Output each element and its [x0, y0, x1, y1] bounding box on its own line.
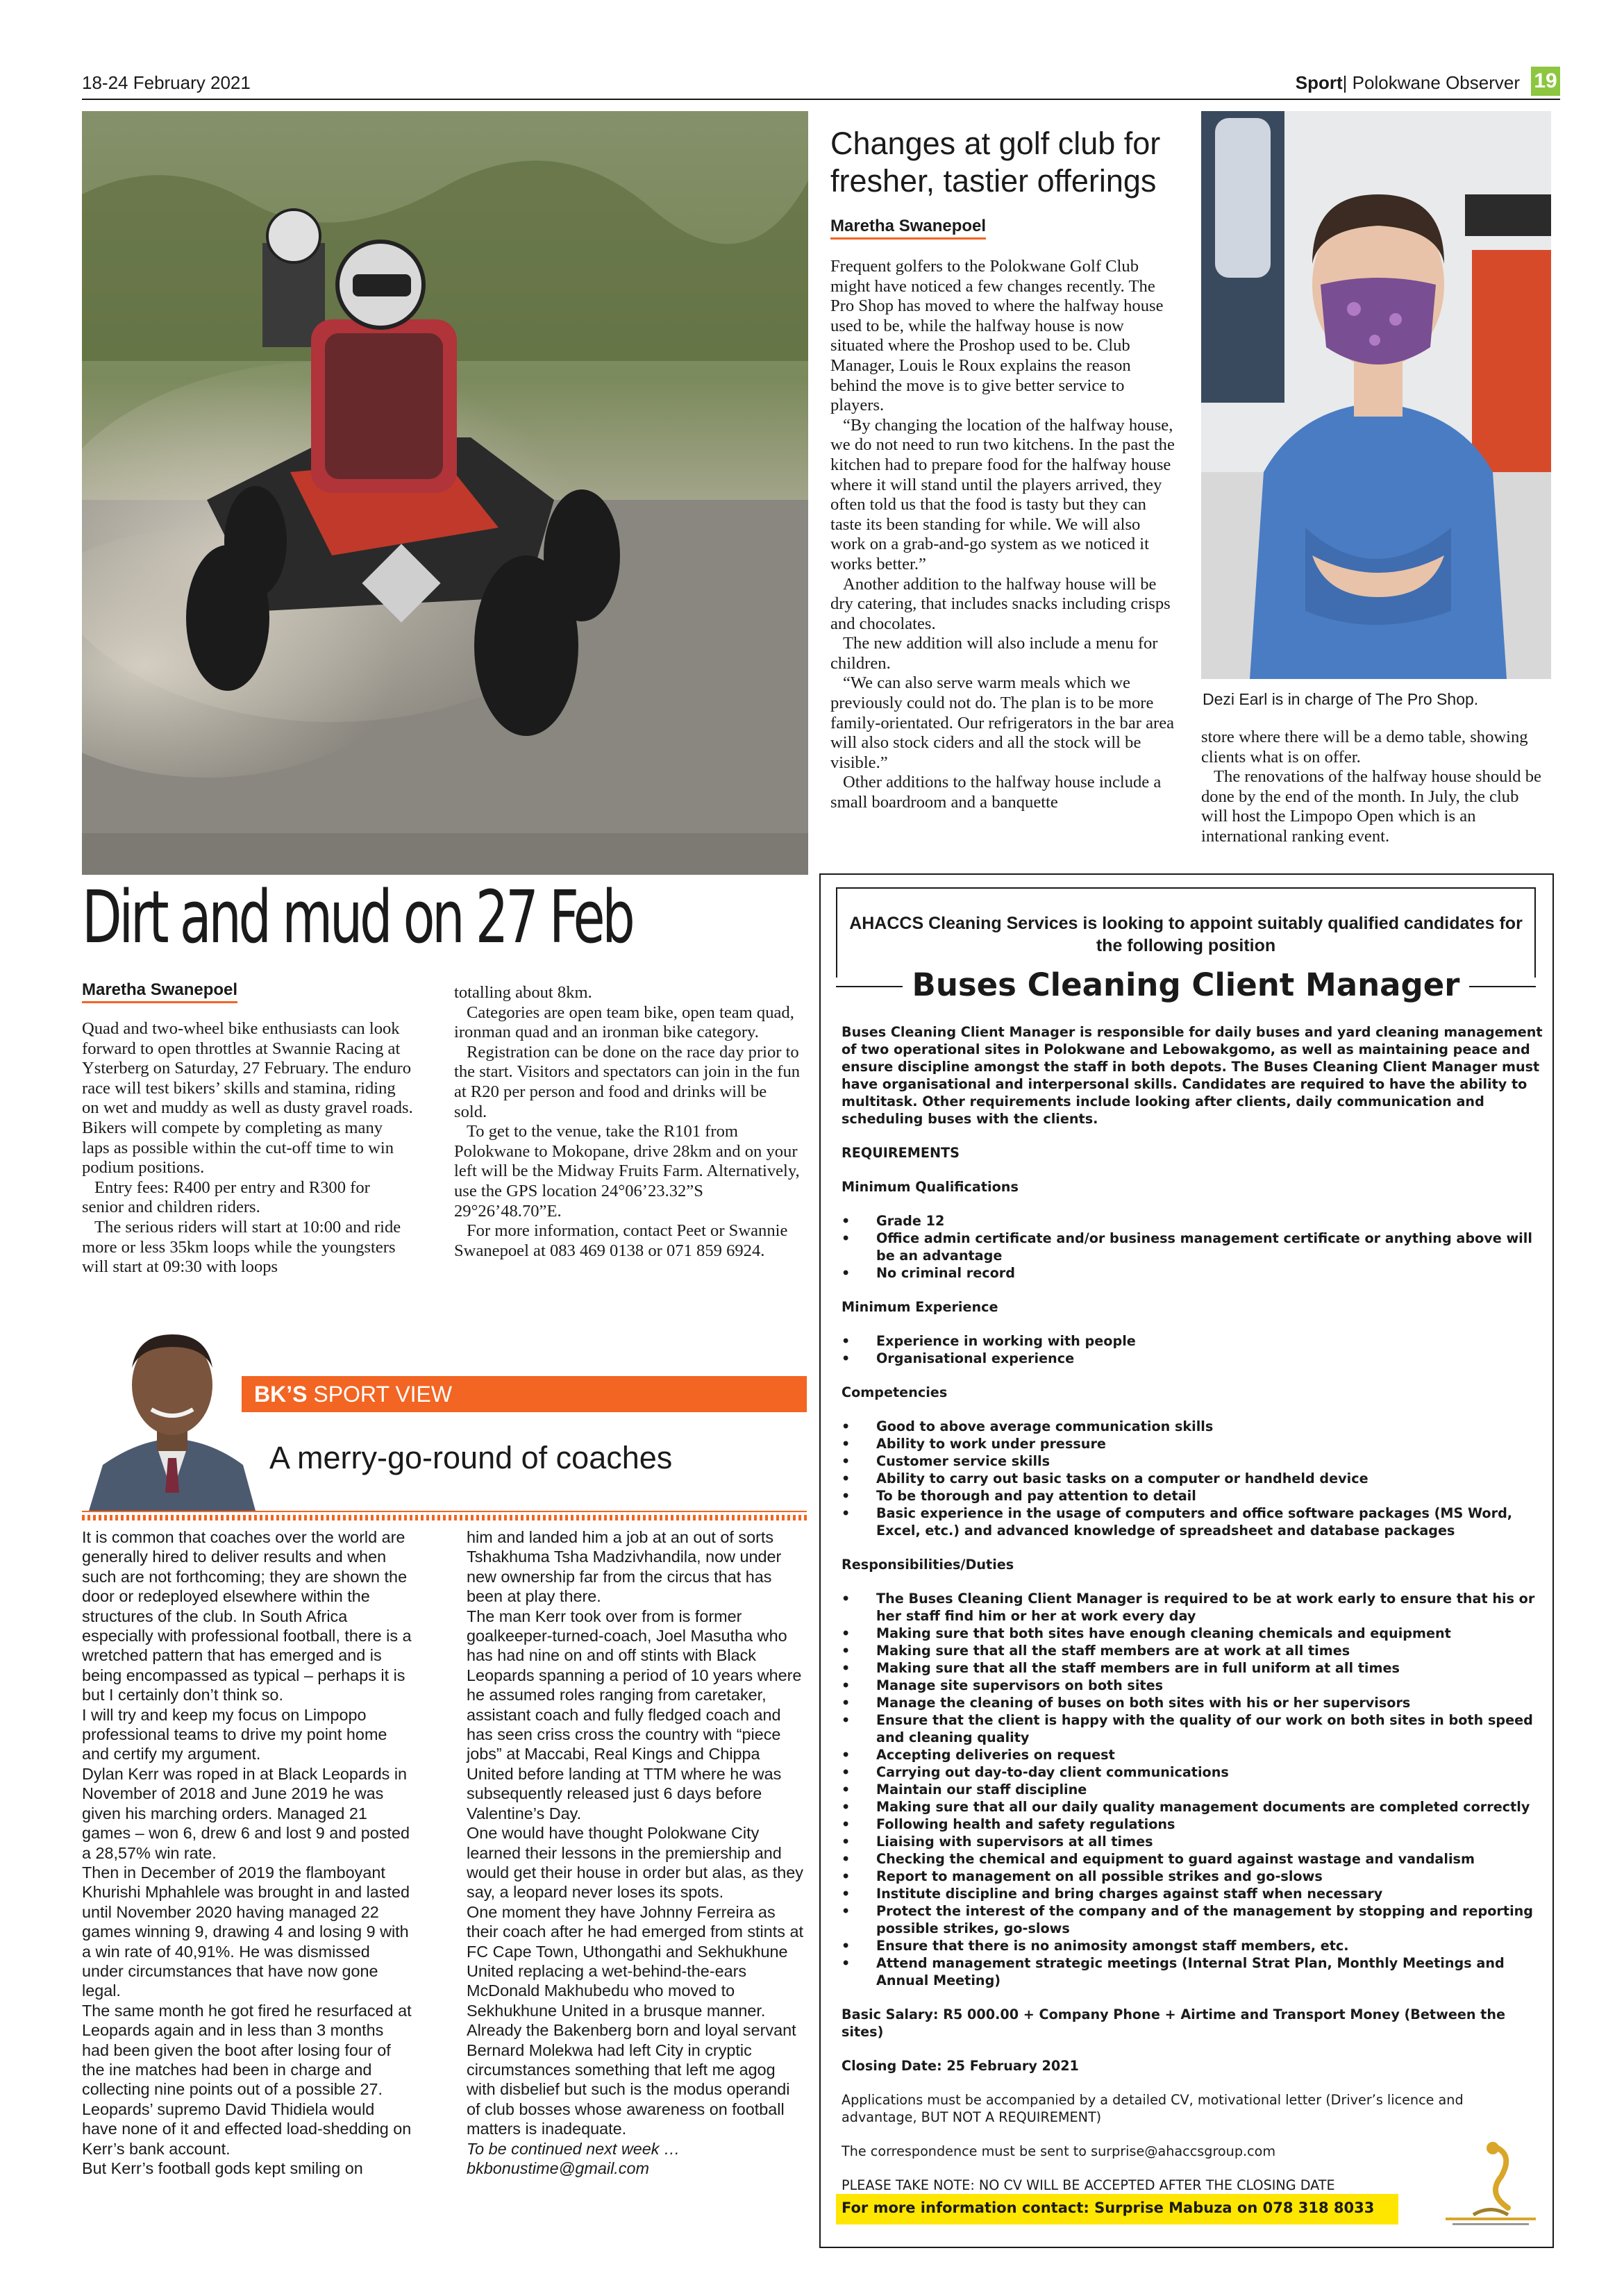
golf-photo-caption: Dezi Earl is in charge of The Pro Shop. [1203, 690, 1479, 708]
dirt-paragraph: Quad and two-wheel bike enthusiasts can look forward to open throttles at Swannie Racing at Ysterberg on Saturday, 27 February. The enduro race will test bikers’ skills and stamina, riding on wet and muddy as well as dusty gravel roads. Bikers will compete by completing as many laps as possible within the cut-off time to win podium positions. [82, 1019, 413, 1178]
list-item: • Making sure that all our daily quality management documents are completed correctly [842, 1798, 1543, 1816]
list-item: • No criminal record [842, 1264, 1543, 1282]
dirt-paragraph: To get to the venue, take the R101 from Polokwane to Mokopane, drive 28km and on your left will be the Midway Fruits Farm. Alternatively, use the GPS location 24°06’23.32”S 29°26’48.70”E. [454, 1122, 800, 1221]
list-item: • Ensure that the client is happy with the quality of our work on both sites in both speed and cleaning quality [842, 1711, 1543, 1746]
bk-paragraph: Dylan Kerr was roped in at Black Leopards in November of 2018 and June 2019 he was given his marching orders. Managed 21 games – won 6, drew 6 and lost 9 and posted a 28,57% win rate. [82, 1764, 410, 1862]
list-item: • Basic experience in the usage of computers and office software packages (MS Word, Excel, etc.) and advanced knowledge of spreadsheet and database packages [842, 1505, 1543, 1539]
bk-paragraph: But Kerr’s football gods kept smiling on [82, 2159, 363, 2177]
list-item: • Maintain our staff discipline [842, 1781, 1543, 1798]
list-item: • Office admin certificate and/or business management certificate or anything above will be an advantage [842, 1230, 1543, 1264]
job-advert-title: Buses Cleaning Client Manager [903, 966, 1470, 1003]
list-item: • Manage the cleaning of buses on both sites with his or her supervisors [842, 1694, 1543, 1711]
job-advert-intro: AHACCS Cleaning Services is looking to appoint suitably qualified candidates for the following position [849, 914, 1523, 955]
dirt-paragraph: The serious riders will start at 10:00 and ride more or less 35km loops while the youngsters will start at 09:30 with loops [82, 1217, 401, 1277]
bk-label-rest: SPORT VIEW [313, 1382, 453, 1407]
min-qualifications-list [842, 1212, 1543, 1282]
list-item: • Organisational experience [842, 1350, 1543, 1367]
competencies-list [842, 1418, 1543, 1539]
golf-paragraph: store where there will be a demo table, showing clients what is on offer. [1201, 728, 1528, 766]
golf-paragraph: “By changing the location of the halfway house, we do not need to run two kitchens. In the past the kitchen had to prepare food for the halfway house where it will stand until the players arrived, they often told us that the food is tasty but they can taste its been standing for while. We will also work on a grab-and-go system as we noticed it works better.” [830, 415, 1175, 573]
job-description: Buses Cleaning Client Manager is responsible for daily buses and yard cleaning management of two operational sites in Polokwane and Lebowakgomo, as well as maintaining peace and ensure discipline amongst the staff in both depots. The Buses Cleaning Client Manager must have organisational and interpersonal skills. Candidates are required to have the ability to multitask. Other requirements include looking after clients, daily communication and scheduling buses with the clients. [842, 1024, 1543, 1127]
section-label [1296, 72, 1520, 94]
list-item: • Carrying out day-to-day client communications [842, 1763, 1543, 1781]
list-item: • Making sure that all the staff members are at work at all times [842, 1642, 1543, 1659]
page-number: 19 [1531, 67, 1560, 96]
list-item: • Making sure that all the staff members are in full uniform at all times [842, 1659, 1543, 1677]
quad-bike-photo [82, 111, 808, 875]
min-qualifications-heading: Minimum Qualifications [842, 1179, 1019, 1195]
requirements-heading: REQUIREMENTS [842, 1145, 960, 1161]
dirt-column-1 [82, 1019, 414, 1277]
columnist-portrait [82, 1319, 262, 1511]
closing-note: PLEASE TAKE NOTE: NO CV WILL BE ACCEPTED AFTER THE CLOSING DATE [842, 2177, 1335, 2193]
contact-line: For more information contact: Surprise Mabuza on 078 318 8033 [842, 2199, 1375, 2216]
dirt-byline-wrap [82, 980, 237, 1003]
bk-paragraph: The same month he got fired he resurfaced at Leopards again and in less than 3 months had been given the boot after losing four of the ine matches had been in charge and collecting nine points out of a possible 27. [82, 2001, 412, 2099]
publication-name: Polokwane Observer [1352, 72, 1520, 93]
bk-paragraph: Leopards’ supremo David Thidiela would have none of it and effected load-shedding on Kerr’s bank account. [82, 2100, 412, 2158]
section-name: Sport [1295, 72, 1343, 93]
list-item: • Protect the interest of the company and of the management by stopping and reporting possible strikes, go-slows [842, 1902, 1543, 1937]
separator: | [1342, 72, 1348, 93]
list-item: • The Buses Cleaning Client Manager is required to be at work early to ensure that his or her staff find him or her at work every day [842, 1590, 1543, 1625]
list-item: • Manage site supervisors on both sites [842, 1677, 1543, 1694]
correspondence-note: The correspondence must be sent to surprise@ahaccsgroup.com [842, 2143, 1276, 2159]
list-item: • Good to above average communication skills [842, 1418, 1543, 1435]
dirt-byline: Maretha Swanepoel [82, 980, 237, 1003]
list-item: • Checking the chemical and equipment to guard against wastage and vandalism [842, 1850, 1543, 1868]
bk-paragraph: I will try and keep my focus on Limpopo professional teams to drive my point home and certify my argument. [82, 1705, 387, 1763]
dirt-paragraph: Entry fees: R400 per entry and R300 for senior and children riders. [82, 1178, 370, 1217]
list-item: • To be thorough and pay attention to detail [842, 1487, 1543, 1505]
dirt-headline: Dirt and mud on 27 Feb [82, 875, 633, 960]
salary-line: Basic Salary: R5 000.00 + Company Phone + Airtime and Transport Money (Between the sites) [842, 2006, 1506, 2040]
golf-paragraph: “We can also serve warm meals which we previously could not do. The plan is to be more family-orientated. Our refrigerators in the bar area will also stock ciders and all the stock will be visible.” [830, 673, 1175, 772]
closing-date: Closing Date: 25 February 2021 [842, 2058, 1079, 2074]
bk-rule [82, 1511, 807, 1512]
header-rule [82, 99, 1560, 100]
golf-paragraph: Frequent golfers to the Polokwane Golf Club might have noticed a few changes recently. The Pro Shop has moved to where the halfway house used to be, while the halfway house is now situated where the Proshop used to be. Club Manager, Louis le Roux explains the reason behind the move is to give better service to players. [830, 257, 1164, 415]
golf-paragraph: The new addition will also include a menu for children. [830, 634, 1158, 673]
bk-label-bold: BK’S [254, 1382, 308, 1407]
bk-dotted-rule [82, 1515, 807, 1520]
min-experience-heading: Minimum Experience [842, 1299, 998, 1315]
dirt-paragraph: Registration can be done on the race day prior to the start. Visitors and spectators can join in the fun at R20 per person and food and drinks will be sold. [454, 1042, 801, 1121]
bk-column-title: A merry-go-round of coaches [269, 1440, 673, 1475]
job-advert-title-wrap [836, 966, 1536, 1003]
list-item: • Ensure that there is no animosity amongst staff members, etc. [842, 1937, 1543, 1954]
bk-email[interactable]: bkbonustime@gmail.com [467, 2159, 649, 2177]
dirt-paragraph: Categories are open team bike, open team quad, ironman quad and an ironman bike category. [454, 1003, 794, 1042]
list-item: • Grade 12 [842, 1212, 1543, 1230]
bk-paragraph: One moment they have Johnny Ferreira as their coach after he had emerged from stints at FC Cape Town, Uthongathi and Sekhukhune United replacing a wet-behind-the-ears McDonald Makhubedu who moved to Sekhukhune United in a brusque manner. Already the Bakenberg born and loyal servant Bernard Molekwa had left City in cryptic circumstances something that left me agog with disbelief but such is the modus operandi of club bosses whose awareness on football matters is inadequate. [467, 1902, 803, 2138]
bk-paragraph: One would have thought Polokwane City learned their lessons in the premiership and would get their house in order but alas, as they say, a leopard never loses its spots. [467, 1824, 804, 1902]
duties-heading: Responsibilities/Duties [842, 1557, 1014, 1573]
competencies-heading: Competencies [842, 1384, 948, 1400]
dirt-paragraph: For more information, contact Peet or Swannie Swanepoel at 083 469 0138 or 071 859 6924. [454, 1221, 788, 1260]
list-item: • Institute discipline and bring charges against staff when necessary [842, 1885, 1543, 1902]
bk-paragraph: him and landed him a job at an out of sorts Tshakhuma Tsha Madzivhandila, now under new ownership far from the circus that has been at play there. [467, 1528, 782, 1606]
list-item: • Following health and safety regulations [842, 1816, 1543, 1833]
dirt-paragraph: totalling about 8km. [454, 983, 592, 1002]
ahaccs-logo [1432, 2138, 1550, 2229]
list-item: • Ability to work under pressure [842, 1435, 1543, 1452]
issue-date: 18-24 February 2021 [82, 72, 251, 93]
golf-byline-wrap [830, 217, 986, 240]
bk-paragraph: It is common that coaches over the world are generally hired to deliver results and when such are not forthcoming; they are shown the door or redeployed elsewhere within the structures of the club. In South Africa especially with professional football, there is a wretched pattern that has emerged and is being encompassed as typical – perhaps it is but I certainly don’t think so. [82, 1528, 412, 1704]
golf-paragraph: Another addition to the halfway house will be dry catering, that includes snacks including crisps and chocolates. [830, 574, 1171, 633]
list-item: • Attend management strategic meetings (Internal Strat Plan, Monthly Meetings and Annual Meeting) [842, 1954, 1543, 1989]
min-experience-list [842, 1332, 1543, 1367]
list-item: • Making sure that both sites have enough cleaning chemicals and equipment [842, 1625, 1543, 1642]
list-item: • Ability to carry out basic tasks on a computer or handheld device [842, 1470, 1543, 1487]
golf-headline-line2: fresher, tastier offerings [830, 163, 1157, 199]
list-item: • Report to management on all possible strikes and go-slows [842, 1868, 1543, 1885]
golf-column-2 [1201, 728, 1547, 847]
list-item: • Liaising with supervisors at all times [842, 1833, 1543, 1850]
bk-paragraph: The man Kerr took over from is former goalkeeper-turned-coach, Joel Masutha who has had nine on and off stints with Black Leopards spanning a period of 10 years where he assumed roles ranging from caretaker, assistant coach and fully fledged coach and has seen criss cross the country with “piece jobs” at Maccabi, Real Kings and Chippa United before landing at TTM where he was subsequently released just 6 days before Valentine’s Day. [467, 1607, 802, 1822]
golf-paragraph: The renovations of the halfway house should be done by the end of the month. In July, the club will host the Limpopo Open which is an international ranking event. [1201, 767, 1541, 846]
bk-column-1 [82, 1527, 412, 2178]
list-item: • Experience in working with people [842, 1332, 1543, 1350]
bk-sport-view-label [254, 1382, 452, 1407]
golf-column-1 [830, 257, 1178, 813]
applications-note: Applications must be accompanied by a detailed CV, motivational letter (Driver’s licence and advantage, BUT NOT A REQUIREMENT) [842, 2092, 1464, 2125]
golf-paragraph: Other additions to the halfway house include a small boardroom and a banquette [830, 773, 1162, 812]
golf-portrait-photo [1201, 111, 1551, 679]
list-item: • Customer service skills [842, 1452, 1543, 1470]
duties-list [842, 1590, 1543, 1989]
golf-headline [830, 125, 1191, 200]
golf-headline-line1: Changes at golf club for [830, 126, 1161, 161]
bk-paragraph: Then in December of 2019 the flamboyant Khurishi Mphahlele was brought in and lasted until November 2020 having managed 22 games winning 9, drawing 4 and losing 9 with a win rate of 40,91%. He was dismissed under circumstances that have now gone legal. [82, 1863, 410, 2000]
bk-continued: To be continued next week … [467, 2139, 680, 2158]
golf-byline: Maretha Swanepoel [830, 217, 986, 240]
bk-column-2 [467, 1527, 807, 2178]
list-item: • Accepting deliveries on request [842, 1746, 1543, 1763]
job-advert-body [842, 1023, 1543, 2194]
dirt-column-2 [454, 983, 801, 1261]
